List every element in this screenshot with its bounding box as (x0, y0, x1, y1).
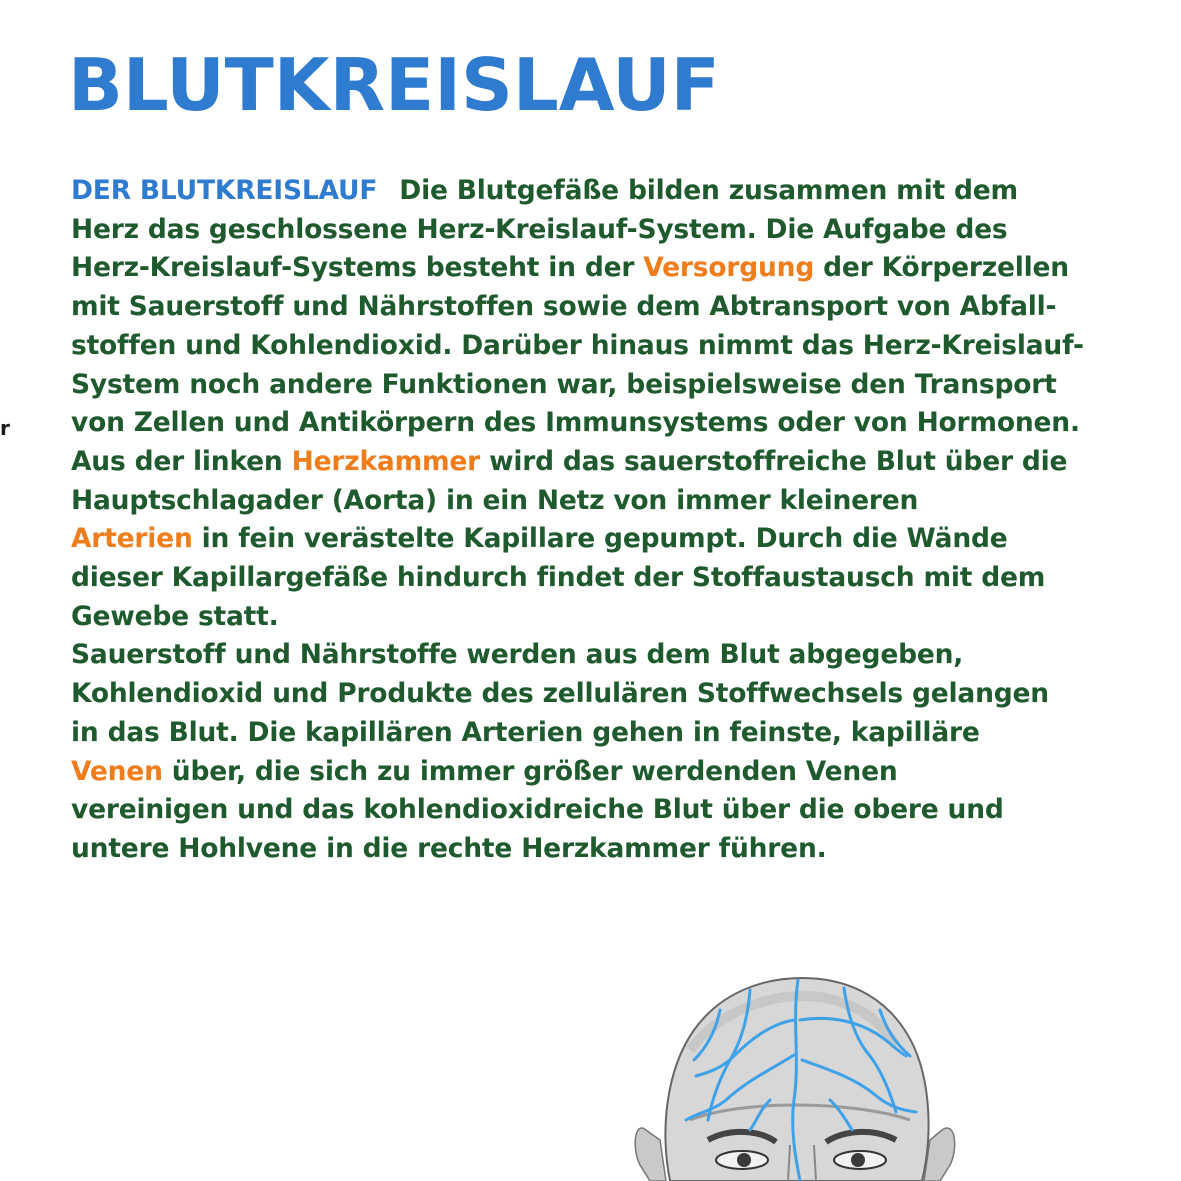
text-segment: Herz-Kreislauf-Systems besteht in der (71, 252, 644, 284)
text-line (71, 636, 1176, 675)
text-segment: Gewebe statt. (71, 600, 279, 632)
text-line (71, 404, 1176, 443)
text-line (71, 559, 1176, 598)
text-segment: über, die sich zu immer größer werdenden Venen (162, 755, 898, 787)
text-segment: dieser Kapillargefäße hindurch findet der Stoffaustausch mit dem (71, 562, 1046, 594)
text-segment: System noch andere Funktionen war, beispielsweise den Transport (71, 368, 1057, 400)
text-segment: Kohlendioxid und Produkte des zellulären Stoffwechsels gelangen (71, 678, 1049, 710)
text-line (71, 482, 1176, 521)
text-segment: stoffen und Kohlendioxid. Darüber hinaus nimmt das Herz-Kreislauf- (71, 329, 1084, 361)
text-line (71, 714, 1176, 753)
text-line (71, 520, 1176, 559)
article-body (71, 172, 1176, 869)
text-line (71, 830, 1176, 869)
highlighted-term: Arterien (71, 523, 193, 555)
text-segment: Sauerstoff und Nährstoffe werden aus dem Blut abgegeben, (71, 639, 964, 671)
text-segment: von Zellen und Antikörpern des Immunsystems oder von Hormonen. (71, 407, 1080, 439)
text-segment: Herz das geschlossene Herz-Kreislauf-System. Die Aufgabe des (71, 213, 1008, 245)
text-line (71, 249, 1176, 288)
highlighted-term: Herzkammer (291, 445, 481, 477)
text-line (71, 172, 1176, 211)
text-segment: wird das sauerstoffreiche Blut über die (480, 445, 1068, 477)
text-segment: in das Blut. Die kapillären Arterien gehen in feinste, kapilläre (71, 716, 980, 748)
text-segment: Die Blutgefäße bilden zusammen mit dem (399, 175, 1018, 206)
text-line (71, 791, 1176, 830)
text-line (71, 211, 1176, 250)
highlighted-term: Versorgung (643, 252, 815, 284)
anatomical-head-veins-icon (630, 960, 960, 1181)
text-segment: in fein verästelte Kapillare gepumpt. Durch die Wände (192, 523, 1008, 555)
page-title: BLUTKREISLAUF (68, 43, 720, 127)
text-segment: vereinigen und das kohlendioxidreiche Blut über die obere und (71, 794, 1004, 826)
text-line (71, 288, 1176, 327)
text-segment: Aus der linken (71, 445, 292, 477)
text-line (71, 327, 1176, 366)
cropped-side-text: r (0, 416, 10, 440)
section-lead: DER BLUTKREISLAUF (71, 175, 378, 206)
text-segment: der Körperzellen (814, 252, 1069, 284)
text-line (71, 675, 1176, 714)
text-segment: untere Hohlvene in die rechte Herzkammer führen. (71, 832, 827, 864)
text-segment: mit Sauerstoff und Nährstoffen sowie dem Abtransport von Abfall- (71, 291, 1057, 323)
text-line (71, 443, 1176, 482)
text-segment: Hauptschlagader (Aorta) in ein Netz von immer kleineren (71, 484, 919, 516)
text-line (71, 366, 1176, 405)
highlighted-term: Venen (71, 755, 163, 787)
text-line (71, 598, 1176, 637)
text-line (71, 753, 1176, 792)
